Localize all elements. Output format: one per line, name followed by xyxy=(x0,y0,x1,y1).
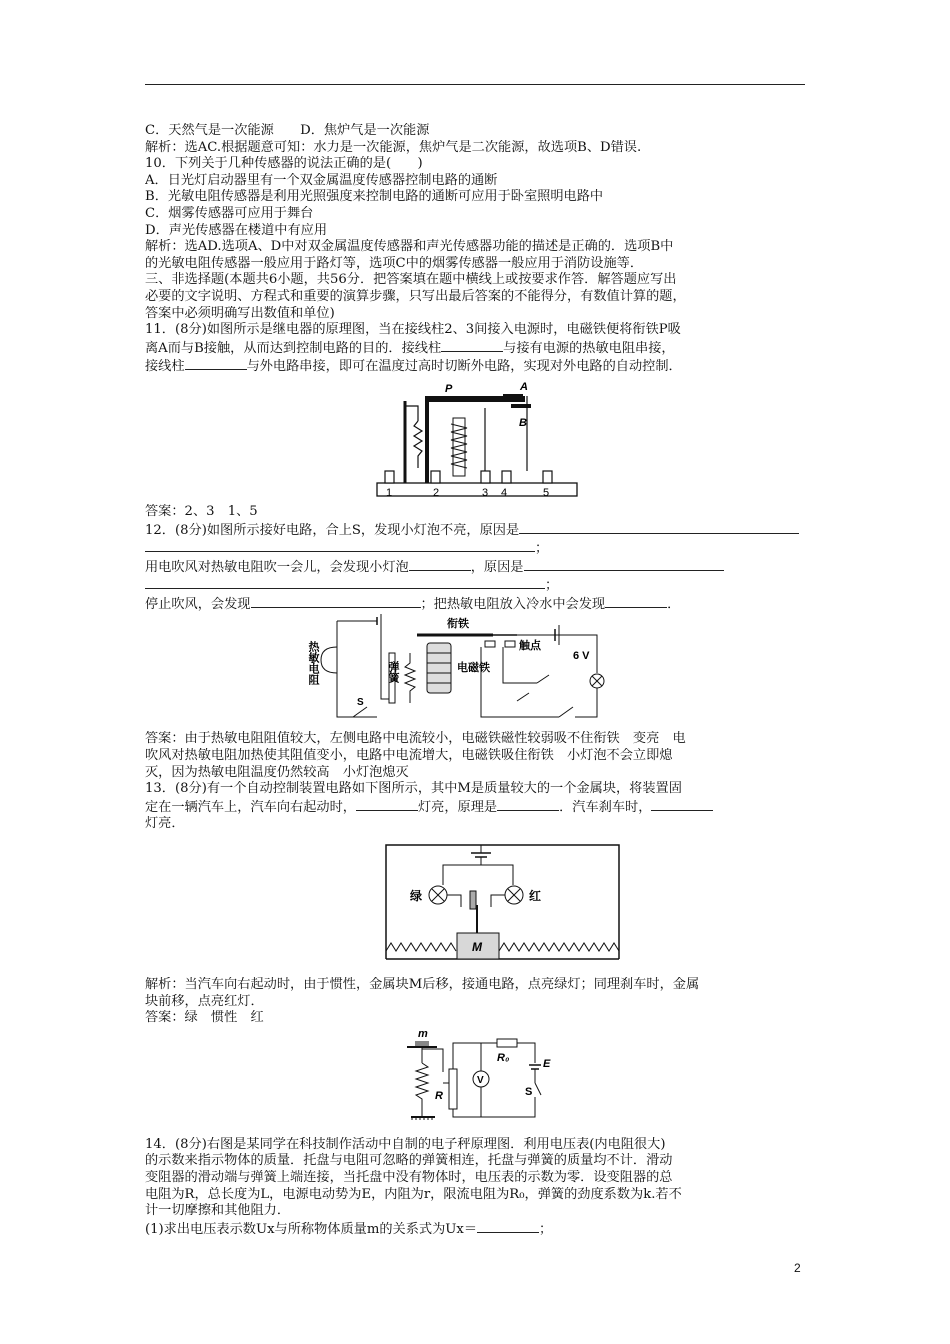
text-line: 计一切摩擦和其他阻力． xyxy=(145,1203,291,1219)
label-b: B xyxy=(519,416,527,429)
text-line: 电阻为R，总长度为L，电源电动势为E，内阻为r，限流电阻为R₀，弹簧的劲度系数为k.若不 xyxy=(145,1186,682,1202)
text-line: 离A而与B接触，从而达到控制电路的目的．接线柱 与接有电源的热敏电阻串接， xyxy=(145,340,675,356)
answer-blank xyxy=(251,595,421,608)
label-s: S xyxy=(525,1085,533,1098)
answer-blank xyxy=(441,339,503,352)
answer-blank xyxy=(651,798,713,811)
answer-blank xyxy=(145,576,545,589)
thermistor-relay-figure xyxy=(145,613,807,731)
option-b: B．光敏电阻传感器是利用光照强度来控制电路的通断可应用于卧室照明电路中 xyxy=(145,189,604,205)
answer-blank xyxy=(477,1220,539,1233)
text-line: ； xyxy=(145,576,807,595)
label-6v: 6 V xyxy=(573,650,590,663)
option-d: D．声光传感器在楼道中有应用 xyxy=(145,222,328,238)
label-voltmeter: V xyxy=(477,1074,484,1086)
answer-blank xyxy=(524,558,724,571)
terminal-3: 3 xyxy=(482,486,489,499)
label-mass-m: M xyxy=(472,940,482,955)
option-c: C．烟雾传感器可应用于舞台 xyxy=(145,205,314,221)
label-e: E xyxy=(543,1057,551,1070)
question-12: 12．(8分)如图所示接好电路，合上S，发现小灯泡不亮，原因是 xyxy=(145,521,807,540)
answer-blank xyxy=(185,357,247,370)
label-r0: R₀ xyxy=(497,1051,510,1064)
question-14: 14．(8分)右图是某同学在科技制作活动中自制的电子秤原理图．利用电压表(内电阻很大) xyxy=(145,1136,666,1152)
terminal-4: 4 xyxy=(501,486,508,499)
text-line: 解析：选AC.根据题意可知：水力是一次能源，焦炉气是二次能源，故选项B、D错误. xyxy=(145,139,642,155)
label-electromagnet: 电磁铁 xyxy=(457,662,490,675)
text-line: 用电吹风对热敏电阻吹一会儿，会发现小灯泡 ，原因是 xyxy=(145,558,807,577)
label-armature: 衔铁 xyxy=(447,618,469,631)
option-a: A．日光灯启动器里有一个双金属温度传感器控制电路的通断 xyxy=(145,172,498,188)
text-line: 答案中必须明确写出数值和单位) xyxy=(145,305,335,321)
text-line: 灯亮． xyxy=(145,816,185,832)
label-thermistor: 热敏电阻 xyxy=(307,641,319,686)
label-red: 红 xyxy=(529,889,542,904)
text-line: 定在一辆汽车上，汽车向右起动时， 灯亮，原理是 ．汽车刹车时， xyxy=(145,798,807,817)
answer-blank xyxy=(409,558,471,571)
label-switch-s: S xyxy=(357,697,364,709)
text-line: C．天然气是一次能源 D．焦炉气是一次能源 xyxy=(145,123,430,138)
sub-question-1: (1)求出电压表示数Ux与所称物体质量m的关系式为Ux＝ ； xyxy=(145,1221,553,1237)
label-m: m xyxy=(418,1027,428,1040)
answer-13: 答案：绿 惯性 红 xyxy=(145,1010,264,1026)
relay-figure xyxy=(145,376,807,504)
electronic-scale-figure xyxy=(145,1027,807,1137)
answer-blank xyxy=(605,595,667,608)
terminal-2: 2 xyxy=(433,486,440,499)
section-heading: 三、非选择题(本题共6小题，共56分．把答案填在题中横线上或按要求作答．解答题应写出 xyxy=(145,272,677,288)
text-line: 的光敏电阻传感器一般应用于路灯等，选项C中的烟雾传感器一般应用于消防设施等． xyxy=(145,255,644,271)
question-13: 13．(8分)有一个自动控制装置电路如下图所示，其中M是质量较大的一个金属块，将装置固 xyxy=(145,781,682,797)
answer-blank xyxy=(145,539,535,552)
text-line: ； xyxy=(145,539,807,558)
text-line: 灭，因为热敏电阻温度仍然较高 小灯泡熄灭 xyxy=(145,764,409,780)
answer-blank xyxy=(356,798,418,811)
label-spring: 弹簧 xyxy=(387,661,399,684)
text-line: 块前移，点亮红灯． xyxy=(145,993,264,1009)
question-11: 11．(8分)如图所示是继电器的原理图，当在接线柱2、3间接入电源时，电磁铁便将衔铁P吸 xyxy=(145,322,681,338)
text-line: 接线柱 与外电路串接，即可在温度过高时切断外电路，实现对外电路的自动控制． xyxy=(145,359,682,375)
answer-11: 答案：2、3 1、5 xyxy=(145,503,258,519)
label-p: P xyxy=(445,382,453,395)
explanation-13: 解析：当汽车向右起动时，由于惯性，金属块M后移，接通电路，点亮绿灯；同理刹车时，金属 xyxy=(145,977,700,993)
text-line: 必要的文字说明、方程式和重要的演算步骤，只写出最后答案的不能得分，有数值计算的题， xyxy=(145,288,686,304)
text-line: 停止吹风，会发现 ；把热敏电阻放入冷水中会发现 ． xyxy=(145,596,681,612)
text-line: 吹风对热敏电阻加热使其阻值变小，电路中电流增大，电磁铁吸住衔铁 小灯泡不会立即熄 xyxy=(145,748,673,764)
terminal-5: 5 xyxy=(543,486,550,499)
text-line: 解析：选AD.选项A、D中对双金属温度传感器和声光传感器功能的描述是正确的．选项B中 xyxy=(145,239,674,255)
document-body xyxy=(145,123,807,1238)
question-10: 10．下列关于几种传感器的说法正确的是( ) xyxy=(145,156,423,172)
terminal-1: 1 xyxy=(386,486,393,499)
label-green: 绿 xyxy=(410,889,423,904)
label-r: R xyxy=(435,1089,443,1102)
answer-blank xyxy=(497,798,559,811)
inertia-switch-figure xyxy=(145,833,807,977)
text-line: 的示数来指示物体的质量．托盘与电阻可忽略的弹簧相连，托盘与弹簧的质量均不计．滑动 xyxy=(145,1153,673,1169)
header-rule xyxy=(145,84,805,85)
label-contact: 触点 xyxy=(519,640,541,653)
answer-12: 答案：由于热敏电阻阻值较大，左侧电路中电流较小，电磁铁磁性较弱吸不住衔铁 变亮 电 xyxy=(145,731,686,747)
page-number: 2 xyxy=(794,1261,801,1275)
label-a: A xyxy=(520,380,528,393)
text-line: 变阻器的滑动端与弹簧上端连接，当托盘中没有物体时，电压表的示数为零．设变阻器的总 xyxy=(145,1170,673,1185)
answer-blank xyxy=(519,521,799,534)
